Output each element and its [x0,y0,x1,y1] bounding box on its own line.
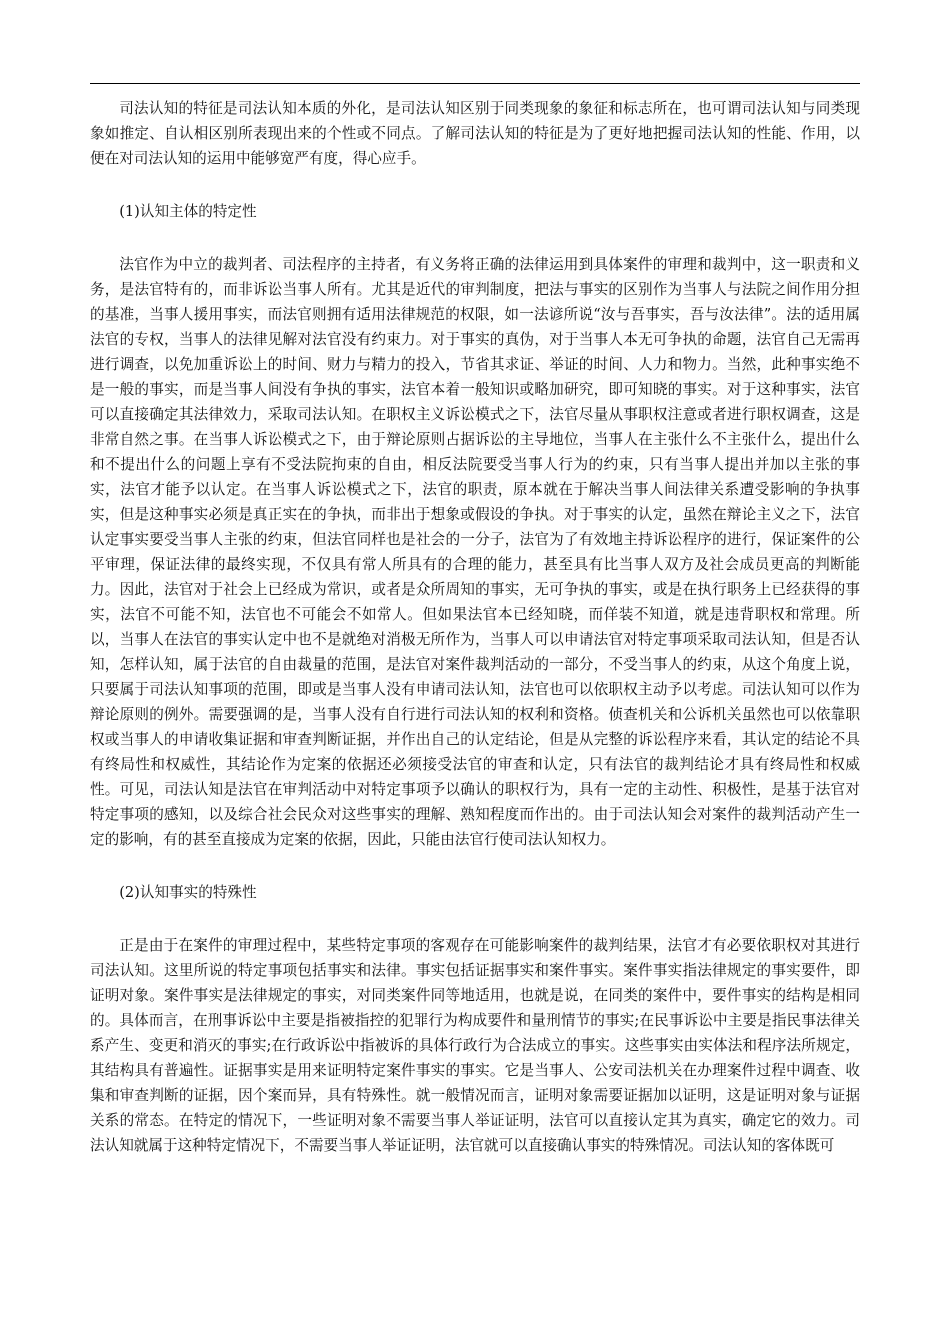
header-rule [90,83,860,84]
document-body [90,96,860,1158]
facts-paragraph: 正是由于在案件的审理过程中，某些特定事项的客观存在可能影响案件的裁判结果，法官才有必要依职权对其进行司法认知。这里所说的特定事项包括事实和法律。事实包括证据事实和案件事实。案件事实指法律规定的事实要件，即证明对象。案件事实是法律规定的事实，对同类案件同等地适用，也就是说，在同类的案件中，要件事实的结构是相同的。具体而言，在刑事诉讼中主要是指被指控的犯罪行为构成要件和量刑情节的事实;在民事诉讼中主要是指民事法律关系产生、变更和消灭的事实;在行政诉讼中指被诉的具体行政行为合法成立的事实。这些事实由实体法和程序法所规定，其结构具有普遍性。证据事实是用来证明特定案件事实的事实。它是当事人、公安司法机关在办理案件过程中调查、收集和审查判断的证据，因个案而异，具有特殊性。就一般情况而言，证明对象需要证据加以证明，这是证明对象与证据关系的常态。在特定的情况下，一些证明对象不需要当事人举证证明，法官可以直接认定其为真实，确定它的效力。司法认知就属于这种特定情况下，不需要当事人举证证明，法官就可以直接确认事实的特殊情况。司法认知的客体既可 [90,937,860,1154]
section-heading-facts: (2)认知事实的特殊性 [119,884,257,901]
intro-paragraph: 司法认知的特征是司法认知本质的外化，是司法认知区别于同类现象的象征和标志所在，也可谓司法认知与同类现象如推定、自认相区别所表现出来的个性或不同点。了解司法认知的特征是为了更好地把握司法认知的性能、作用，以便在对司法认知的运用中能够宽严有度，得心应手。 [90,100,860,167]
subject-paragraph: 法官作为中立的裁判者、司法程序的主持者，有义务将正确的法律运用到具体案件的审理和裁判中，这一职责和义务，是法官特有的，而非诉讼当事人所有。尤其是近代的审判制度，把法与事实的区别作为当事人与法院之间作用分担的基准，当事人援用事实，而法官则拥有适用法律规范的权限，如一法谚所说“汝与吾事实，吾与汝法律”。法的适用属法官的专权，当事人的法律见解对法官没有约束力。对于事实的真伪，对于当事人本无可争执的命题，法官自己无需再进行调查，以免加重诉讼上的时间、财力与精力的投入，节省其求证、举证的时间、人力和物力。当然，此种事实绝不是一般的事实，而是当事人间没有争执的事实，法官本着一般知识或略加研究，即可知晓的事实。对于这种事实，法官可以直接确定其法律效力，采取司法认知。在职权主义诉讼模式之下，法官尽量从事职权注意或者进行职权调查，这是非常自然之事。在当事人诉讼模式之下，由于辩论原则占据诉讼的主导地位，当事人在主张什么不主张什么，提出什么和不提出什么的问题上享有不受法院拘束的自由，相反法院要受当事人行为的约束，只有当事人提出并加以主张的事实，法官才能予以认定。在当事人诉讼模式之下，法官的职责，原本就在于解决当事人间法律关系遭受影响的争执事实，但是这种事实必须是真正实在的争执，而非出于想象或假设的争执。对于事实的认定，虽然在辩论主义之下，法官认定事实要受当事人主张的约束，但法官同样也是社会的一分子，法官为了有效地主持诉讼程序的进行，保证案件的公平审理，保证法律的最终实现，不仅具有常人所具有的合理的能力，甚至具有比当事人双方及社会成员更高的判断能力。因此，法官对于社会上已经成为常识，或者是众所周知的事实，无可争执的事实，或是在执行职务上已经获得的事实，法官不可能不知，法官也不可能会不如常人。但如果法官本已经知晓，而佯装不知道，就是违背职权和常理。所以，当事人在法官的事实认定中也不是就绝对消极无所作为，当事人可以申请法官对特定事项采取司法认知，但是否认知，怎样认知，属于法官的自由裁量的范围，是法官对案件裁判活动的一部分，不受当事人的约束，从这个角度上说，只要属于司法认知事项的范围，即或是当事人没有申请司法认知，法官也可以依职权主动予以考虑。司法认知可以作为辩论原则的例外。需要强调的是，当事人没有自行进行司法认知的权利和资格。侦查机关和公诉机关虽然也可以依靠职权或当事人的申请收集证据和审查判断证据，并作出自己的认定结论，但是从完整的诉讼程序来看，其认定的结论不具有终局性和权威性，其结论作为定案的依据还必须接受法官的审查和认定，只有法官的裁判结论才具有终局性和权威性。可见，司法认知是法官在审判活动中对特定事项予以确认的职权行为，具有一定的主动性、积极性，是基于法官对特定事项的感知，以及综合社会民众对这些事实的理解、熟知程度而作出的。由于司法认知会对案件的裁判活动产生一定的影响，有的甚至直接成为定案的依据，因此，只能由法官行使司法认知权力。 [90,256,860,848]
section-heading-subject: (1)认知主体的特定性 [119,203,257,220]
